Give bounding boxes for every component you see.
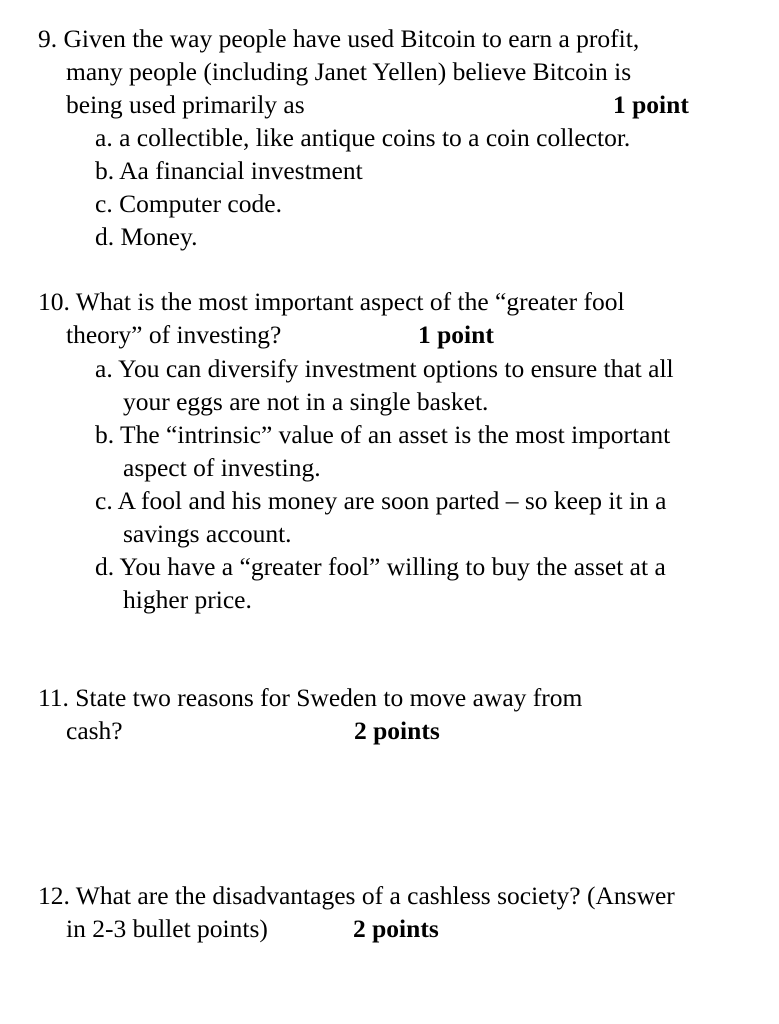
question-11-points: 2 points [354, 716, 440, 745]
question-10-option-c-line-1: c. A fool and his money are soon parted – so keep it in a [95, 486, 667, 515]
question-9-option-c: c. Computer code. [95, 189, 282, 218]
question-9-stem-line-1: 9. Given the way people have used Bitcoin to earn a profit, [38, 24, 640, 53]
question-10-option-b-line-1: b. The “intrinsic” value of an asset is the most important [95, 420, 671, 449]
question-12-points: 2 points [353, 914, 439, 943]
question-10-option-a-line-2: your eggs are not in a single basket. [123, 387, 489, 416]
question-10-stem-line-2: theory” of investing? [66, 320, 282, 349]
question-10-option-a-line-1: a. You can diversify investment options to ensure that all [95, 354, 674, 383]
question-10-option-b-line-2: aspect of investing. [123, 453, 321, 482]
question-10-points: 1 point [418, 320, 494, 349]
question-9-stem-line-2: many people (including Janet Yellen) believe Bitcoin is [66, 57, 632, 86]
question-11-stem-line-2: cash? [66, 716, 123, 745]
question-10-stem-line-1: 10. What is the most important aspect of the “greater fool [38, 287, 625, 316]
question-10-option-c-line-2: savings account. [123, 519, 292, 548]
question-9-option-b: b. Aa financial investment [95, 156, 363, 185]
question-12-stem-line-1: 12. What are the disadvantages of a cashless society? (Answer [38, 881, 675, 910]
question-9-stem-line-3: being used primarily as [66, 90, 305, 119]
question-10-option-d-line-2: higher price. [123, 585, 252, 614]
question-9-option-d: d. Money. [95, 222, 198, 251]
question-11-stem-line-1: 11. State two reasons for Sweden to move away from [38, 683, 583, 712]
question-9-points: 1 point [613, 90, 689, 119]
question-10-option-d-line-1: d. You have a “greater fool” willing to buy the asset at a [95, 552, 666, 581]
question-9-option-a: a. a collectible, like antique coins to a coin collector. [95, 123, 631, 152]
question-12-stem-line-2: in 2-3 bullet points) [66, 914, 268, 943]
